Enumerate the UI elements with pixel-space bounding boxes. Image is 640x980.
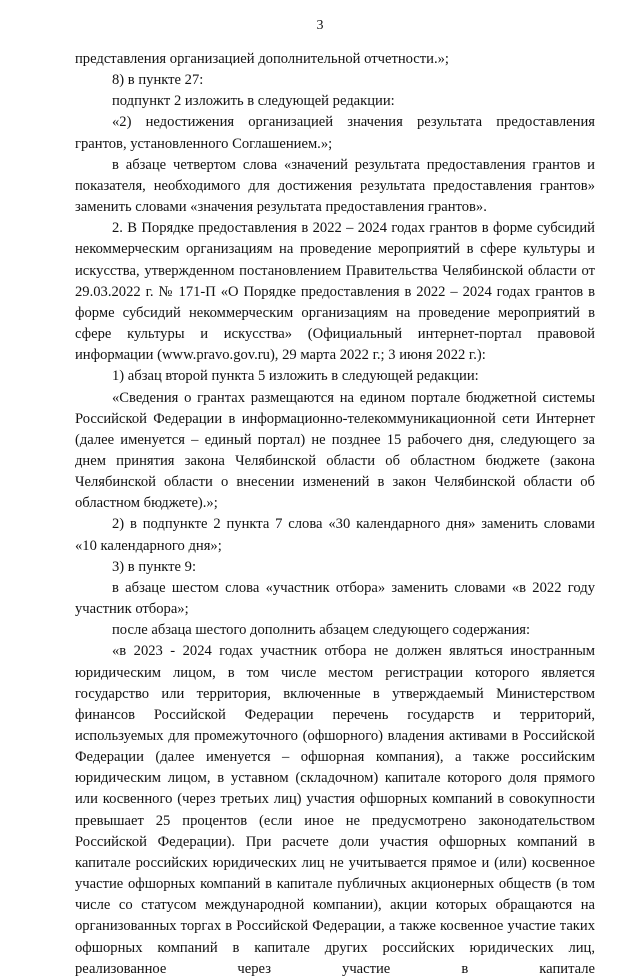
paragraph: в абзаце четвертом слова «значений результата предоставления грантов и показателя, необходимого для достижения результата предоставления грантов» заменить словами «значения результата предоставления грантов». [75,156,595,216]
paragraph: 3) в пункте 9: [112,558,197,575]
paragraph: 2. В Порядке предоставления в 2022 – 2024 годах грантов в форме субсидий некоммерческим организациям на проведение мероприятий в сфере культуры и искусства, утвержденном постановлением Правительства Челябинской области от 29.03.2022 г. № 171-П «О Порядке предоставления в 2022 – 2024 годах грантов в форме субсидий некоммерческим организациям на проведение мероприятий в сфере культуры и искусства» (Официальный интернет-портал правовой информации (www.pravo.gov.ru), 29 марта 2022 г.; 3 июня 2022 г.): [75,220,595,364]
paragraph: 2) в подпункте 2 пункта 7 слова «30 календарного дня» заменить словами «10 календарного дня»; [75,516,595,554]
document-body [75,49,595,980]
page-number: 3 [316,18,324,33]
paragraph: в абзаце шестом слова «участник отбора» заменить словами «в 2022 году участник отбора»; [75,579,595,618]
paragraph: «2) недостижения организацией значения результата предоставления грантов, установленного Соглашением.»; [75,114,595,152]
paragraph: подпункт 2 изложить в следующей редакции: [112,93,395,110]
paragraph: «Сведения о грантах размещаются на едином портале бюджетной системы Российской Федерации в информационно-телекоммуникационной сети Интернет (далее именуется – единый портал) не позднее 15 рабочего дня, следующего за днем принятия закона Челябинской области об областном бюджете (закона Челябинской области о внесении изменений в закон Челябинской области об областном бюджете).»; [75,389,595,512]
paragraph: 1) абзац второй пункта 5 изложить в следующей редакции: [112,368,479,385]
paragraph: 8) в пункте 27: [112,72,204,89]
paragraph: «в 2023 - 2024 годах участник отбора не должен являться иностранным юридическим лицом, в том числе местом регистрации которого является государство или территория, включенные в утверждаемый Министерством финансов Российской Федерации перечень государств и территорий, используемых для промежуточного (офшорного) владения активами в Российской Федерации (далее именуется – офшорная компания), а также российским юридическим лицом, в уставном (складочном) капитале которого доля прямого или косвенного (через третьих лиц) участия офшорных компаний в совокупности превышает 25 процентов (если иное не предусмотрено законодательством Российской Федерации). При расчете доли участия офшорных компаний в капитале российских юридических лиц не учитывается прямое и (или) косвенное участие офшорных компаний в капитале публичных акционерных обществ (в том числе со статусом международной компании), акции которых обращаются на организованных торгах в Российской Федерации, а также косвенное участие таких офшорных компаний в капитале других российских юридических лиц, реализованное через участие в капитале [75,643,595,977]
paragraph: после абзаца шестого дополнить абзацем следующего содержания: [112,622,531,639]
paragraph: представления организацией дополнительной отчетности.»; [75,51,449,67]
